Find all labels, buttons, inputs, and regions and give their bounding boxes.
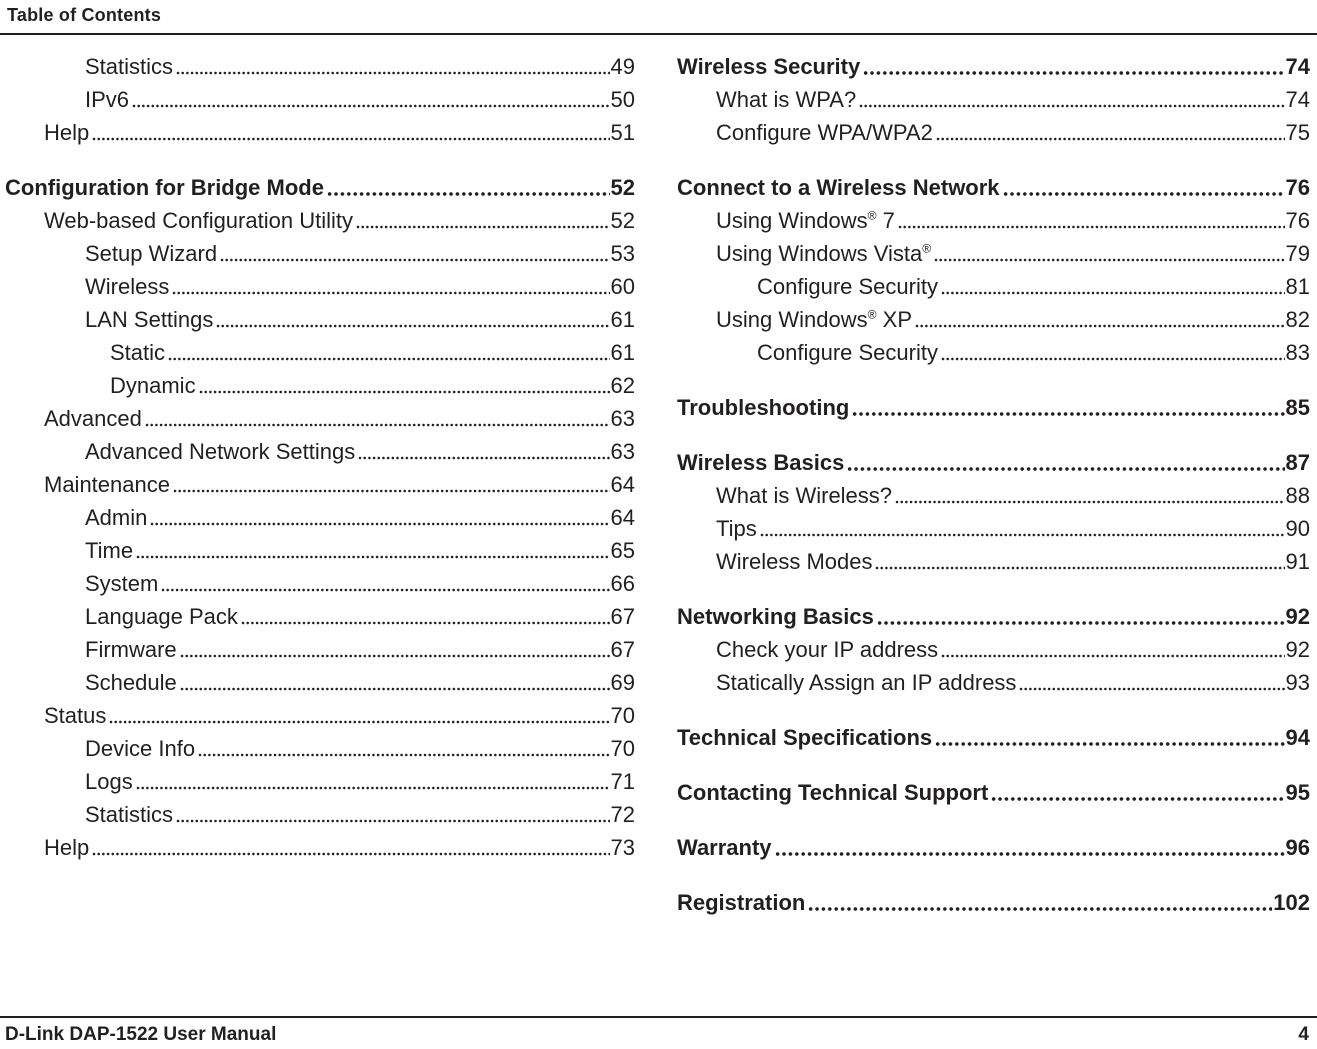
toc-entry bbox=[5, 464, 635, 497]
toc-entry-page: 61 bbox=[610, 306, 635, 332]
toc-entry-label: Web-based Configuration Utility bbox=[44, 207, 353, 233]
toc-entry-label: Statically Assign an IP address bbox=[716, 669, 1017, 695]
dot-leader bbox=[898, 225, 1285, 229]
toc-entry-page: 74 bbox=[1285, 86, 1310, 112]
dot-leader bbox=[915, 324, 1285, 328]
toc-entry-label: Advanced Network Settings bbox=[85, 438, 356, 464]
toc-entry bbox=[5, 794, 635, 827]
toc-entry-label: Firmware bbox=[85, 636, 177, 662]
toc-entry bbox=[5, 629, 635, 662]
toc-entry-label: Static bbox=[110, 339, 166, 365]
toc-right-column bbox=[677, 46, 1310, 915]
dot-leader bbox=[150, 522, 609, 526]
dot-leader bbox=[358, 456, 609, 460]
toc-entry-label: Configure Security bbox=[757, 339, 938, 365]
toc-entry bbox=[5, 112, 635, 145]
toc-entry bbox=[677, 629, 1310, 662]
dot-leader bbox=[760, 533, 1285, 537]
toc-entry-page: 60 bbox=[610, 273, 635, 299]
toc-entry-label: System bbox=[85, 570, 159, 596]
toc-entry bbox=[5, 761, 635, 794]
toc-entry-page: 82 bbox=[1285, 306, 1310, 332]
toc-entry bbox=[677, 266, 1310, 299]
dot-leader bbox=[852, 412, 1284, 416]
toc-entry-page: 76 bbox=[1285, 207, 1310, 233]
dot-leader bbox=[847, 467, 1284, 471]
toc-entry bbox=[677, 442, 1310, 475]
toc-entry-page: 67 bbox=[610, 636, 635, 662]
toc-entry-page: 65 bbox=[610, 537, 635, 563]
dot-leader bbox=[176, 819, 609, 823]
dot-leader bbox=[775, 852, 1285, 856]
dot-leader bbox=[936, 137, 1285, 141]
toc-entry-label: Registration bbox=[677, 889, 806, 915]
toc-entry bbox=[677, 46, 1310, 79]
toc-entry-page: 92 bbox=[1285, 636, 1310, 662]
toc-entry-page: 49 bbox=[610, 53, 635, 79]
registered-trademark-symbol: ® bbox=[867, 307, 877, 322]
dot-leader bbox=[808, 907, 1272, 911]
toc-entry bbox=[677, 79, 1310, 112]
toc-entry bbox=[5, 431, 635, 464]
toc-entry-label: IPv6 bbox=[85, 86, 130, 112]
dot-leader bbox=[173, 489, 610, 493]
toc-entry-label: Advanced bbox=[44, 405, 142, 431]
dot-leader bbox=[934, 258, 1284, 262]
toc-entry-page: 74 bbox=[1285, 53, 1310, 79]
dot-leader bbox=[198, 753, 609, 757]
footer-rule bbox=[0, 1016, 1317, 1018]
toc-entry-label: Time bbox=[85, 537, 134, 563]
toc-entry-page: 87 bbox=[1285, 449, 1310, 475]
toc-entry bbox=[5, 695, 635, 728]
toc-entry-label: Contacting Technical Support bbox=[677, 779, 989, 805]
toc-entry bbox=[677, 387, 1310, 420]
toc-entry-label: Wireless Basics bbox=[677, 449, 845, 475]
toc-entry-label: Configure WPA/WPA2 bbox=[716, 119, 933, 145]
toc-entry-page: 95 bbox=[1285, 779, 1310, 805]
toc-entry-page: 67 bbox=[610, 603, 635, 629]
dot-leader bbox=[941, 357, 1285, 361]
dot-leader bbox=[935, 742, 1284, 746]
dot-leader bbox=[895, 500, 1284, 504]
toc-entry bbox=[677, 299, 1310, 332]
dot-leader bbox=[941, 654, 1284, 658]
footer-manual-title: D-Link DAP-1522 User Manual bbox=[5, 1024, 277, 1045]
toc-entry-page: 69 bbox=[610, 669, 635, 695]
registered-trademark-symbol: ® bbox=[867, 208, 877, 223]
dot-leader bbox=[180, 654, 610, 658]
toc-entry bbox=[5, 332, 635, 365]
toc-entry-label: Wireless bbox=[85, 273, 170, 299]
toc-entry-label: Wireless Security bbox=[677, 53, 861, 79]
toc-entry-label: Statistics bbox=[85, 53, 174, 79]
toc-entry-page: 96 bbox=[1285, 834, 1310, 860]
toc-entry-label: LAN Settings bbox=[85, 306, 214, 332]
dot-leader bbox=[941, 291, 1285, 295]
toc-entry bbox=[5, 827, 635, 860]
toc-entry-page: 63 bbox=[610, 405, 635, 431]
toc-entry-label: Help bbox=[44, 834, 90, 860]
toc-entry bbox=[5, 299, 635, 332]
toc-entry-label: Troubleshooting bbox=[677, 394, 850, 420]
toc-entry bbox=[677, 167, 1310, 200]
toc-entry-page: 66 bbox=[610, 570, 635, 596]
toc-entry-page: 83 bbox=[1285, 339, 1310, 365]
dot-leader bbox=[327, 192, 610, 196]
toc-entry-label: What is Wireless? bbox=[716, 482, 893, 508]
toc-entry bbox=[5, 563, 635, 596]
toc-entry-label: Device Info bbox=[85, 735, 196, 761]
toc-entry-page: 70 bbox=[610, 735, 635, 761]
dot-leader bbox=[109, 720, 609, 724]
toc-entry bbox=[5, 79, 635, 112]
toc-entry bbox=[5, 266, 635, 299]
registered-trademark-symbol: ® bbox=[922, 241, 932, 256]
dot-leader bbox=[136, 555, 609, 559]
dot-leader bbox=[145, 423, 610, 427]
toc-entry bbox=[5, 365, 635, 398]
toc-entry-label: Statistics bbox=[85, 801, 174, 827]
toc-entry-label: Help bbox=[44, 119, 90, 145]
dot-leader bbox=[161, 588, 609, 592]
toc-entry bbox=[677, 717, 1310, 750]
toc-entry bbox=[5, 200, 635, 233]
toc-entry-label: Using Windows® 7 bbox=[716, 207, 895, 233]
toc-entry-page: 76 bbox=[1285, 174, 1310, 200]
toc-entry bbox=[5, 46, 635, 79]
toc-entry bbox=[5, 530, 635, 563]
toc-entry bbox=[677, 772, 1310, 805]
toc-entry-label: Using Windows® XP bbox=[716, 306, 912, 332]
dot-leader bbox=[241, 621, 610, 625]
toc-entry-label: Wireless Modes bbox=[716, 548, 873, 574]
toc-left-column bbox=[5, 46, 635, 860]
dot-leader bbox=[180, 687, 610, 691]
dot-leader bbox=[1003, 192, 1285, 196]
toc-entry-page: 79 bbox=[1285, 240, 1310, 266]
toc-entry-page: 92 bbox=[1285, 603, 1310, 629]
dot-leader bbox=[1019, 687, 1284, 691]
dot-leader bbox=[356, 225, 610, 229]
toc-entry-page: 63 bbox=[610, 438, 635, 464]
toc-entry bbox=[5, 596, 635, 629]
dot-leader bbox=[991, 797, 1284, 801]
toc-entry bbox=[677, 882, 1310, 915]
toc-entry-label: Using Windows Vista® bbox=[716, 240, 932, 266]
toc-entry bbox=[677, 475, 1310, 508]
toc-entry-label: Maintenance bbox=[44, 471, 170, 497]
toc-entry bbox=[677, 233, 1310, 266]
toc-entry bbox=[677, 508, 1310, 541]
toc-entry-label: Technical Specifications bbox=[677, 724, 933, 750]
dot-leader bbox=[92, 852, 609, 856]
toc-entry-label: Warranty bbox=[677, 834, 772, 860]
toc-entry bbox=[677, 596, 1310, 629]
toc-entry-page: 51 bbox=[610, 119, 635, 145]
toc-entry-label: Configure Security bbox=[757, 273, 938, 299]
toc-entry-page: 85 bbox=[1285, 394, 1310, 420]
dot-leader bbox=[168, 357, 609, 361]
toc-entry-page: 94 bbox=[1285, 724, 1310, 750]
toc-entry bbox=[5, 398, 635, 431]
toc-entry-page: 90 bbox=[1285, 515, 1310, 541]
page-title: Table of Contents bbox=[7, 5, 162, 25]
toc-entry-page: 71 bbox=[610, 768, 635, 794]
toc-entry-label: Connect to a Wireless Network bbox=[677, 174, 1000, 200]
toc-entry-page: 88 bbox=[1285, 482, 1310, 508]
toc-entry bbox=[677, 200, 1310, 233]
toc-entry-page: 53 bbox=[610, 240, 635, 266]
dot-leader bbox=[132, 104, 609, 108]
toc-entry bbox=[677, 112, 1310, 145]
dot-leader bbox=[877, 621, 1285, 625]
dot-leader bbox=[199, 390, 610, 394]
toc-entry-page: 102 bbox=[1273, 889, 1310, 915]
dot-leader bbox=[875, 566, 1284, 570]
toc-entry-page: 50 bbox=[610, 86, 635, 112]
toc-entry bbox=[677, 662, 1310, 695]
toc-entry-page: 91 bbox=[1285, 548, 1310, 574]
toc-entry-label: Dynamic bbox=[110, 372, 196, 398]
toc-entry-label: Schedule bbox=[85, 669, 177, 695]
toc-entry-page: 52 bbox=[610, 174, 635, 200]
toc-entry bbox=[677, 827, 1310, 860]
dot-leader bbox=[216, 324, 609, 328]
toc-entry-page: 52 bbox=[610, 207, 635, 233]
toc-entry-page: 64 bbox=[610, 504, 635, 530]
toc-entry-page: 81 bbox=[1285, 273, 1310, 299]
toc-entry-page: 62 bbox=[610, 372, 635, 398]
dot-leader bbox=[863, 71, 1284, 75]
toc-entry-label: Configuration for Bridge Mode bbox=[5, 174, 324, 200]
toc-entry bbox=[5, 497, 635, 530]
toc-entry-label: Logs bbox=[85, 768, 133, 794]
toc-entry-page: 93 bbox=[1285, 669, 1310, 695]
toc-entry-label: Setup Wizard bbox=[85, 240, 218, 266]
toc-entry-label: What is WPA? bbox=[716, 86, 857, 112]
dot-leader bbox=[176, 71, 609, 75]
toc-entry-label: Check your IP address bbox=[716, 636, 939, 662]
toc-entry bbox=[677, 332, 1310, 365]
toc-entry bbox=[5, 728, 635, 761]
toc-entry-label: Networking Basics bbox=[677, 603, 874, 629]
footer-page-number: 4 bbox=[1298, 1024, 1309, 1045]
toc-entry-page: 72 bbox=[610, 801, 635, 827]
dot-leader bbox=[172, 291, 609, 295]
toc-entry bbox=[5, 662, 635, 695]
dot-leader bbox=[92, 137, 609, 141]
toc-entry-page: 70 bbox=[610, 702, 635, 728]
toc-entry-label: Admin bbox=[85, 504, 148, 530]
toc-entry bbox=[677, 541, 1310, 574]
toc-entry bbox=[5, 167, 635, 200]
toc-entry bbox=[5, 233, 635, 266]
dot-leader bbox=[136, 786, 610, 790]
toc-entry-page: 61 bbox=[610, 339, 635, 365]
toc-entry-page: 75 bbox=[1285, 119, 1310, 145]
toc-entry-label: Tips bbox=[716, 515, 757, 541]
dot-leader bbox=[220, 258, 609, 262]
toc-entry-page: 73 bbox=[610, 834, 635, 860]
toc-entry-label: Language Pack bbox=[85, 603, 238, 629]
header-rule bbox=[0, 33, 1317, 35]
dot-leader bbox=[859, 104, 1284, 108]
toc-entry-label: Status bbox=[44, 702, 107, 728]
toc-entry-page: 64 bbox=[610, 471, 635, 497]
